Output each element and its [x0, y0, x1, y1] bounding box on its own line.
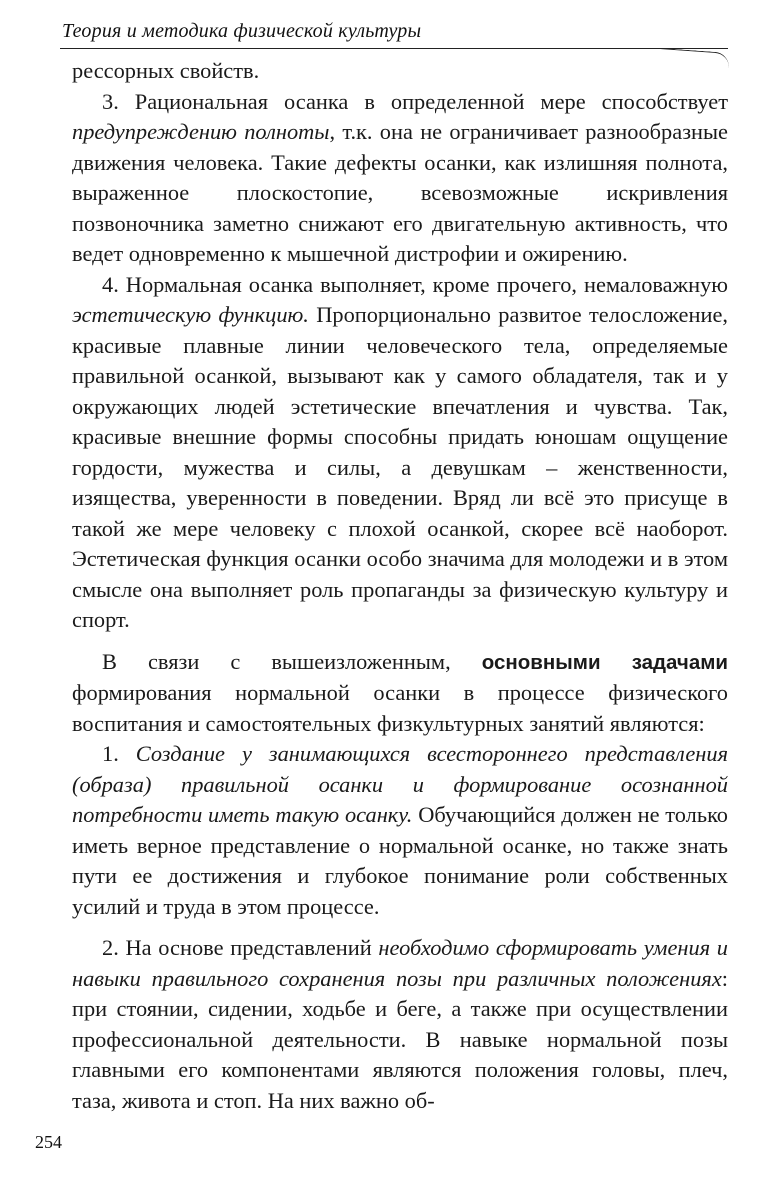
paragraph-main-tasks: В связи с вышеизложенным, основными задачами формирования нормальной осанки в процессе физического воспитания и самостоятельных физкультурных занятий являются:: [72, 648, 728, 736]
paragraph-point-4: 4. Нормальная осанка выполняет, кроме прочего, немаловажную эстетическую функцию. Пропорционально развитое телосложение, красивые плавные линии человеческого тела, определяемые правильной осанкой, вызывают как у самого обладателя, так и у окружающих людей эстетические впечатления и чувства. Так, красивые внешние формы способны придать юношам ощущение гордости, мужества и силы, а девушкам – женственности, изящества, уверенности в поведении. Вряд ли всё это присуще в такой же мере человеку с плохой осанкой, скорее всё наоборот. Эстетическая функция осанки особо значима для молодежи и в этом смысле она выполняет роль пропаганды за физическую культуру и спорт.: [72, 271, 729, 632]
page-number: 254: [35, 1132, 62, 1152]
running-header: [62, 20, 702, 50]
bold-term: основными задачами: [481, 650, 728, 674]
running-title: Теория и методика физической культуры: [62, 20, 422, 42]
emphasis-text: Создание у занимающихся всестороннего представления (образа) правильной осанки и формирование осознанной потребности иметь такую осанку.: [72, 741, 729, 827]
emphasis-text: необходимо сформировать умения и навыки правильного сохранения позы при различных положениях: [72, 935, 728, 991]
paragraph-task-1: 1. Создание у занимающихся всестороннего представления (образа) правильной осанки и формирование осознанной потребности иметь такую осанку. Обучающийся должен не только иметь верное представление о нормальной осанке, но также знать пути ее достижения и глубокое понимание роли собственных усилий и труда в этом процессе.: [72, 741, 729, 919]
emphasis-text: эстетическую функцию.: [72, 302, 309, 327]
paragraph-point-3: 3. Рациональная осанка в определенной мере способствует предупреждению полноты, т.к. она не ограничивает разнообразные движения человека. Такие дефекты осанки, как излишняя полнота, выраженное плоскостопие, всевозможные искривления позвоночника заметно снижают его двигательную активность, что ведет одновременно к мышечной дистрофии и ожирению.: [72, 88, 728, 266]
paragraph-task-2: 2. На основе представлений необходимо сформировать умения и навыки правильного сохранения позы при различных положениях: при стоянии, сидении, ходьбе и беге, а также при осуществлении профессиональной деятельности. В навыке нормальной позы главными его компонентами являются положения головы, плеч, таза, живота и стоп. На них важно об-: [72, 935, 728, 1113]
paragraph-continuation: рессорных свойств.: [72, 58, 260, 83]
body-text: [72, 56, 728, 1116]
header-rule: [60, 48, 728, 49]
emphasis-text: предупреждению полноты: [72, 119, 330, 144]
